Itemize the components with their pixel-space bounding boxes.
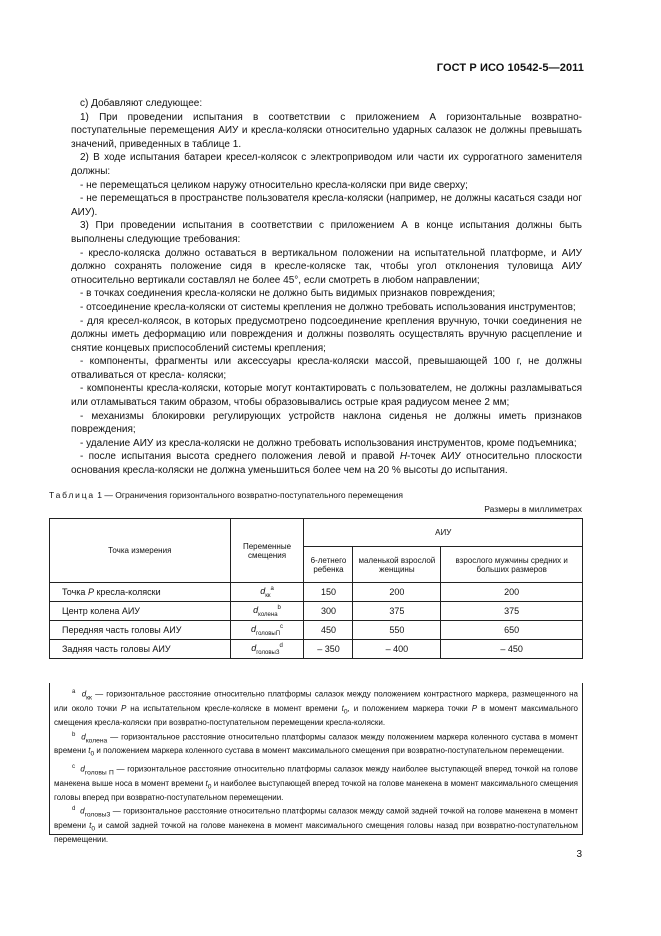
footnote-c: $^c$ $d_{головы П}$ — горизонтальное расстояние относительно платформы салазок между наиболее выступающей вперед точкой на голове манекена выше носа в момент времени $t_0$ и наиболее выступающей вперед точкой на голове манекена в момент максимального смещения головы вперед при возвратно-поступательном перемещении.	[54, 763, 578, 802]
header-aiu: АИУ	[304, 519, 583, 547]
value-cell: 650	[441, 621, 583, 640]
variable-cell: $d_{кк}^a$	[230, 583, 304, 602]
paragraph: 3) При проведении испытания в соответствии с приложением А в конце испытания должны быть выполнены следующие требования:	[71, 220, 582, 245]
header-woman: маленькой взрослой женщины	[353, 547, 441, 583]
paragraph: 2) В ходе испытания батареи кресел-колясок с электроприводом или части их суррогатного заменителя должны:	[71, 152, 582, 177]
value-cell: 375	[353, 602, 441, 621]
value-cell: 550	[353, 621, 441, 640]
variable-cell: $d_{головыЗ}^d$	[230, 640, 304, 659]
paragraph: - механизмы блокировки регулирующих устройств наклона сиденья не должны иметь признаков повреждения;	[71, 410, 582, 436]
table-row	[50, 583, 583, 602]
displacement-limits-table	[49, 518, 583, 659]
paragraph: с) Добавляют следующее:	[80, 98, 203, 109]
value-cell: 200	[353, 583, 441, 602]
table-footnotes	[49, 683, 583, 845]
paragraph: - компоненты, фрагменты или аксессуары кресла-коляски массой, превышающей 100 г, не должны отваливаться от кресла- коляски;	[71, 356, 582, 381]
table-row	[50, 602, 583, 621]
variable-cell: $d_{головыП}^c$	[230, 621, 304, 640]
document-header: ГОСТ Р ИСО 10542-5—2011	[436, 62, 584, 74]
point-cell: Передняя часть головы АИУ	[50, 621, 231, 640]
paragraph: - для кресел-колясок, в которых предусмотрено подсоединение крепления вручную, точки соединения не должны иметь деформацию или повреждения и должны позволять осуществлять вручную расцепление и снятие концевых приспособлений системы крепления;	[71, 315, 582, 354]
footnote-d: $^d$ $d_{головыЗ}$ — горизонтальное расстояние относительно платформы салазок между самой задней точкой на голове манекена в момент времени $t_0$ и самой задней точкой на голове манекена в момент максимального смещения головы назад при возвратно-поступательном перемещении.	[54, 806, 578, 845]
table-units-note: Размеры в миллиметрах	[484, 504, 582, 514]
footnote-b: $^b$ $d_{колена}$ — горизонтальное расстояние относительно платформы салазок между положением маркера коленного сустава в момент времени $t_0$ и положением маркера коленного сустава в момент максимального смещения при возвратно-поступательном перемещении.	[54, 731, 578, 759]
page-number: 3	[576, 849, 582, 860]
header-variables: Переменные смещения	[230, 519, 304, 583]
value-cell: – 450	[441, 640, 583, 659]
paragraph-last: - после испытания высота среднего положения левой и правой Н-точек АИУ относительно плоскости основания кресла-коляски не должна уменьшиться более чем на 20 % высоты до испытания.	[71, 451, 583, 477]
table-row	[50, 621, 583, 640]
paragraph: 1) При проведении испытания в соответствии с приложением А горизонтальные возвратно-поступательные перемещения АИУ и кресла-коляски относительно ударных салазок не должны превышать значений, приведенных в таблице 1.	[71, 111, 582, 150]
paragraph: - в точках соединения кресла-коляски не должно быть видимых признаков повреждения;	[80, 288, 496, 300]
paragraph: - компоненты кресла-коляски, которые могут контактировать с пользователем, не должны разламываться или отламываться таким образом, чтобы образовывались острые края радиусом менее 2 мм;	[71, 383, 582, 409]
point-cell: Центр колена АИУ	[50, 602, 231, 621]
paragraph: - не перемещаться в пространстве пользователя кресла-коляски (например, не должны касаться сзади ног АИУ).	[71, 193, 582, 218]
value-cell: 150	[304, 583, 353, 602]
point-cell: Задняя часть головы АИУ	[50, 640, 231, 659]
point-cell: Точка P кресла-коляски	[50, 583, 231, 602]
header-man: взрослого мужчины средних и больших размеров	[441, 547, 583, 583]
table-caption: Таблица 1 — Ограничения горизонтального возвратно-поступательного перемещения	[49, 490, 404, 500]
paragraph: - удаление АИУ из кресла-коляски не должно требовать использования инструментов, кроме подъемника;	[80, 437, 577, 449]
value-cell: – 350	[304, 640, 353, 659]
paragraph: - не перемещаться целиком наружу относительно кресла-коляски при виде сверху;	[80, 179, 468, 191]
value-cell: 375	[441, 602, 583, 621]
table-row	[50, 640, 583, 659]
paragraph: - кресло-коляска должно оставаться в вертикальном положении на испытательной платформе, и АИУ должно сохранять положение сидя в кресле-коляске так, чтобы угол отклонения туловища АИУ относительно вертикали составлял не более 45°, если смотреть в любом направлении;	[71, 247, 582, 286]
value-cell: 200	[441, 583, 583, 602]
variable-cell: $d_{колена}^b$	[230, 602, 304, 621]
header-point: Точка измерения	[50, 519, 231, 583]
requirements-text	[71, 97, 582, 478]
value-cell: 450	[304, 621, 353, 640]
value-cell: 300	[304, 602, 353, 621]
paragraph: - отсоединение кресла-коляски от системы крепления не должно требовать использования инструментов;	[80, 301, 576, 313]
header-child: 6-летнего ребенка	[304, 547, 353, 583]
footnote-a: $^a$ $d_{кк}$ — горизонтальное расстояние относительно платформы салазок между положением контрастного маркера, размещенного на или около точки P на испытательном кресле-коляске в момент времени $t_0$, и положением маркера точки P в момент максимального смещения кресла-коляски при возвратно-поступательном перемещении кресла-коляски.	[54, 689, 579, 728]
value-cell: – 400	[353, 640, 441, 659]
